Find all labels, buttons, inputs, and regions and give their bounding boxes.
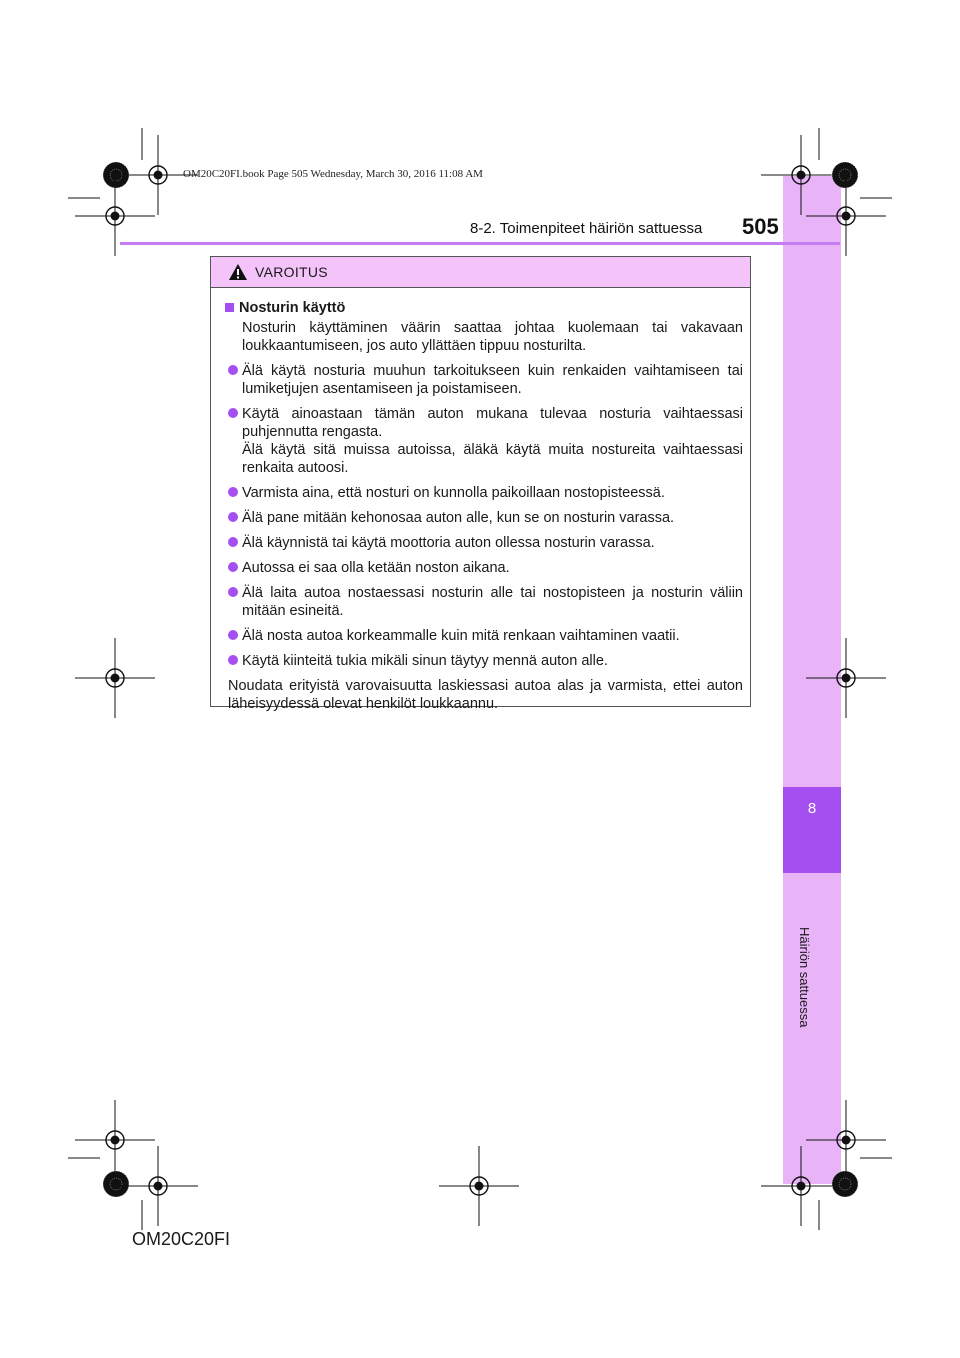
list-item-text: Älä käytä nosturia muuhun tarkoitukseen kuin renkaiden vaihtamiseen tai lumiketjujen asentamiseen ja poistamiseen. — [242, 363, 743, 397]
list-item-text: Älä käytä sitä muissa autoissa, äläkä käytä muita nostureita vaihtaessasi renkaita autoosi. — [242, 442, 743, 476]
chapter-title: Häiriön sattuessa — [797, 927, 812, 1028]
manual-code: OM20C20FI — [132, 1229, 231, 1249]
page-number: 505 — [742, 214, 779, 239]
list-item-text: Käytä kiinteitä tukia mikäli sinun täytyy mennä auton alle. — [242, 653, 608, 669]
section-title: 8-2. Toimenpiteet häiriön sattuessa — [470, 220, 703, 237]
warning-title: VAROITUS — [255, 264, 328, 280]
list-item-text: Varmista aina, että nosturi on kunnolla paikoillaan nostopisteessä. — [242, 485, 665, 501]
subheading-text: Nosturin käyttö — [239, 300, 346, 316]
list-item-text: Älä käynnistä tai käytä moottoria auton ollessa nosturin varassa. — [242, 535, 655, 551]
chapter-number: 8 — [807, 800, 817, 817]
book-file-info: OM20C20FI.book Page 505 Wednesday, March 30, 2016 11:08 AM — [183, 168, 483, 180]
list-item-text: Älä nosta autoa korkeammalle kuin mitä renkaan vaihtaminen vaatii. — [242, 628, 680, 644]
list-item-text: Älä pane mitään kehonosaa auton alle, kun se on nosturin varassa. — [242, 510, 675, 526]
list-item-text: Älä laita autoa nostaessasi nosturin alle tai nostopisteen ja nosturin väliin mitään esineitä. — [242, 585, 743, 619]
list-item-text: Autossa ei saa olla ketään noston aikana. — [242, 560, 510, 576]
list-item-text: Käytä ainoastaan tämän auton mukana tulevaa nosturia vaihtaessasi puhjennutta rengasta. — [242, 406, 743, 440]
intro-text: Nosturin käyttäminen väärin saattaa johtaa kuolemaan tai vakavaan loukkaantumiseen, jos auto yllättäen tippuu nosturilta. — [242, 320, 743, 354]
closing-paragraph: Noudata erityistä varovaisuutta laskiessasi autoa alas ja varmista, ettei auton läheisyydessä olevat henkilöt loukkaannu. — [228, 678, 743, 712]
